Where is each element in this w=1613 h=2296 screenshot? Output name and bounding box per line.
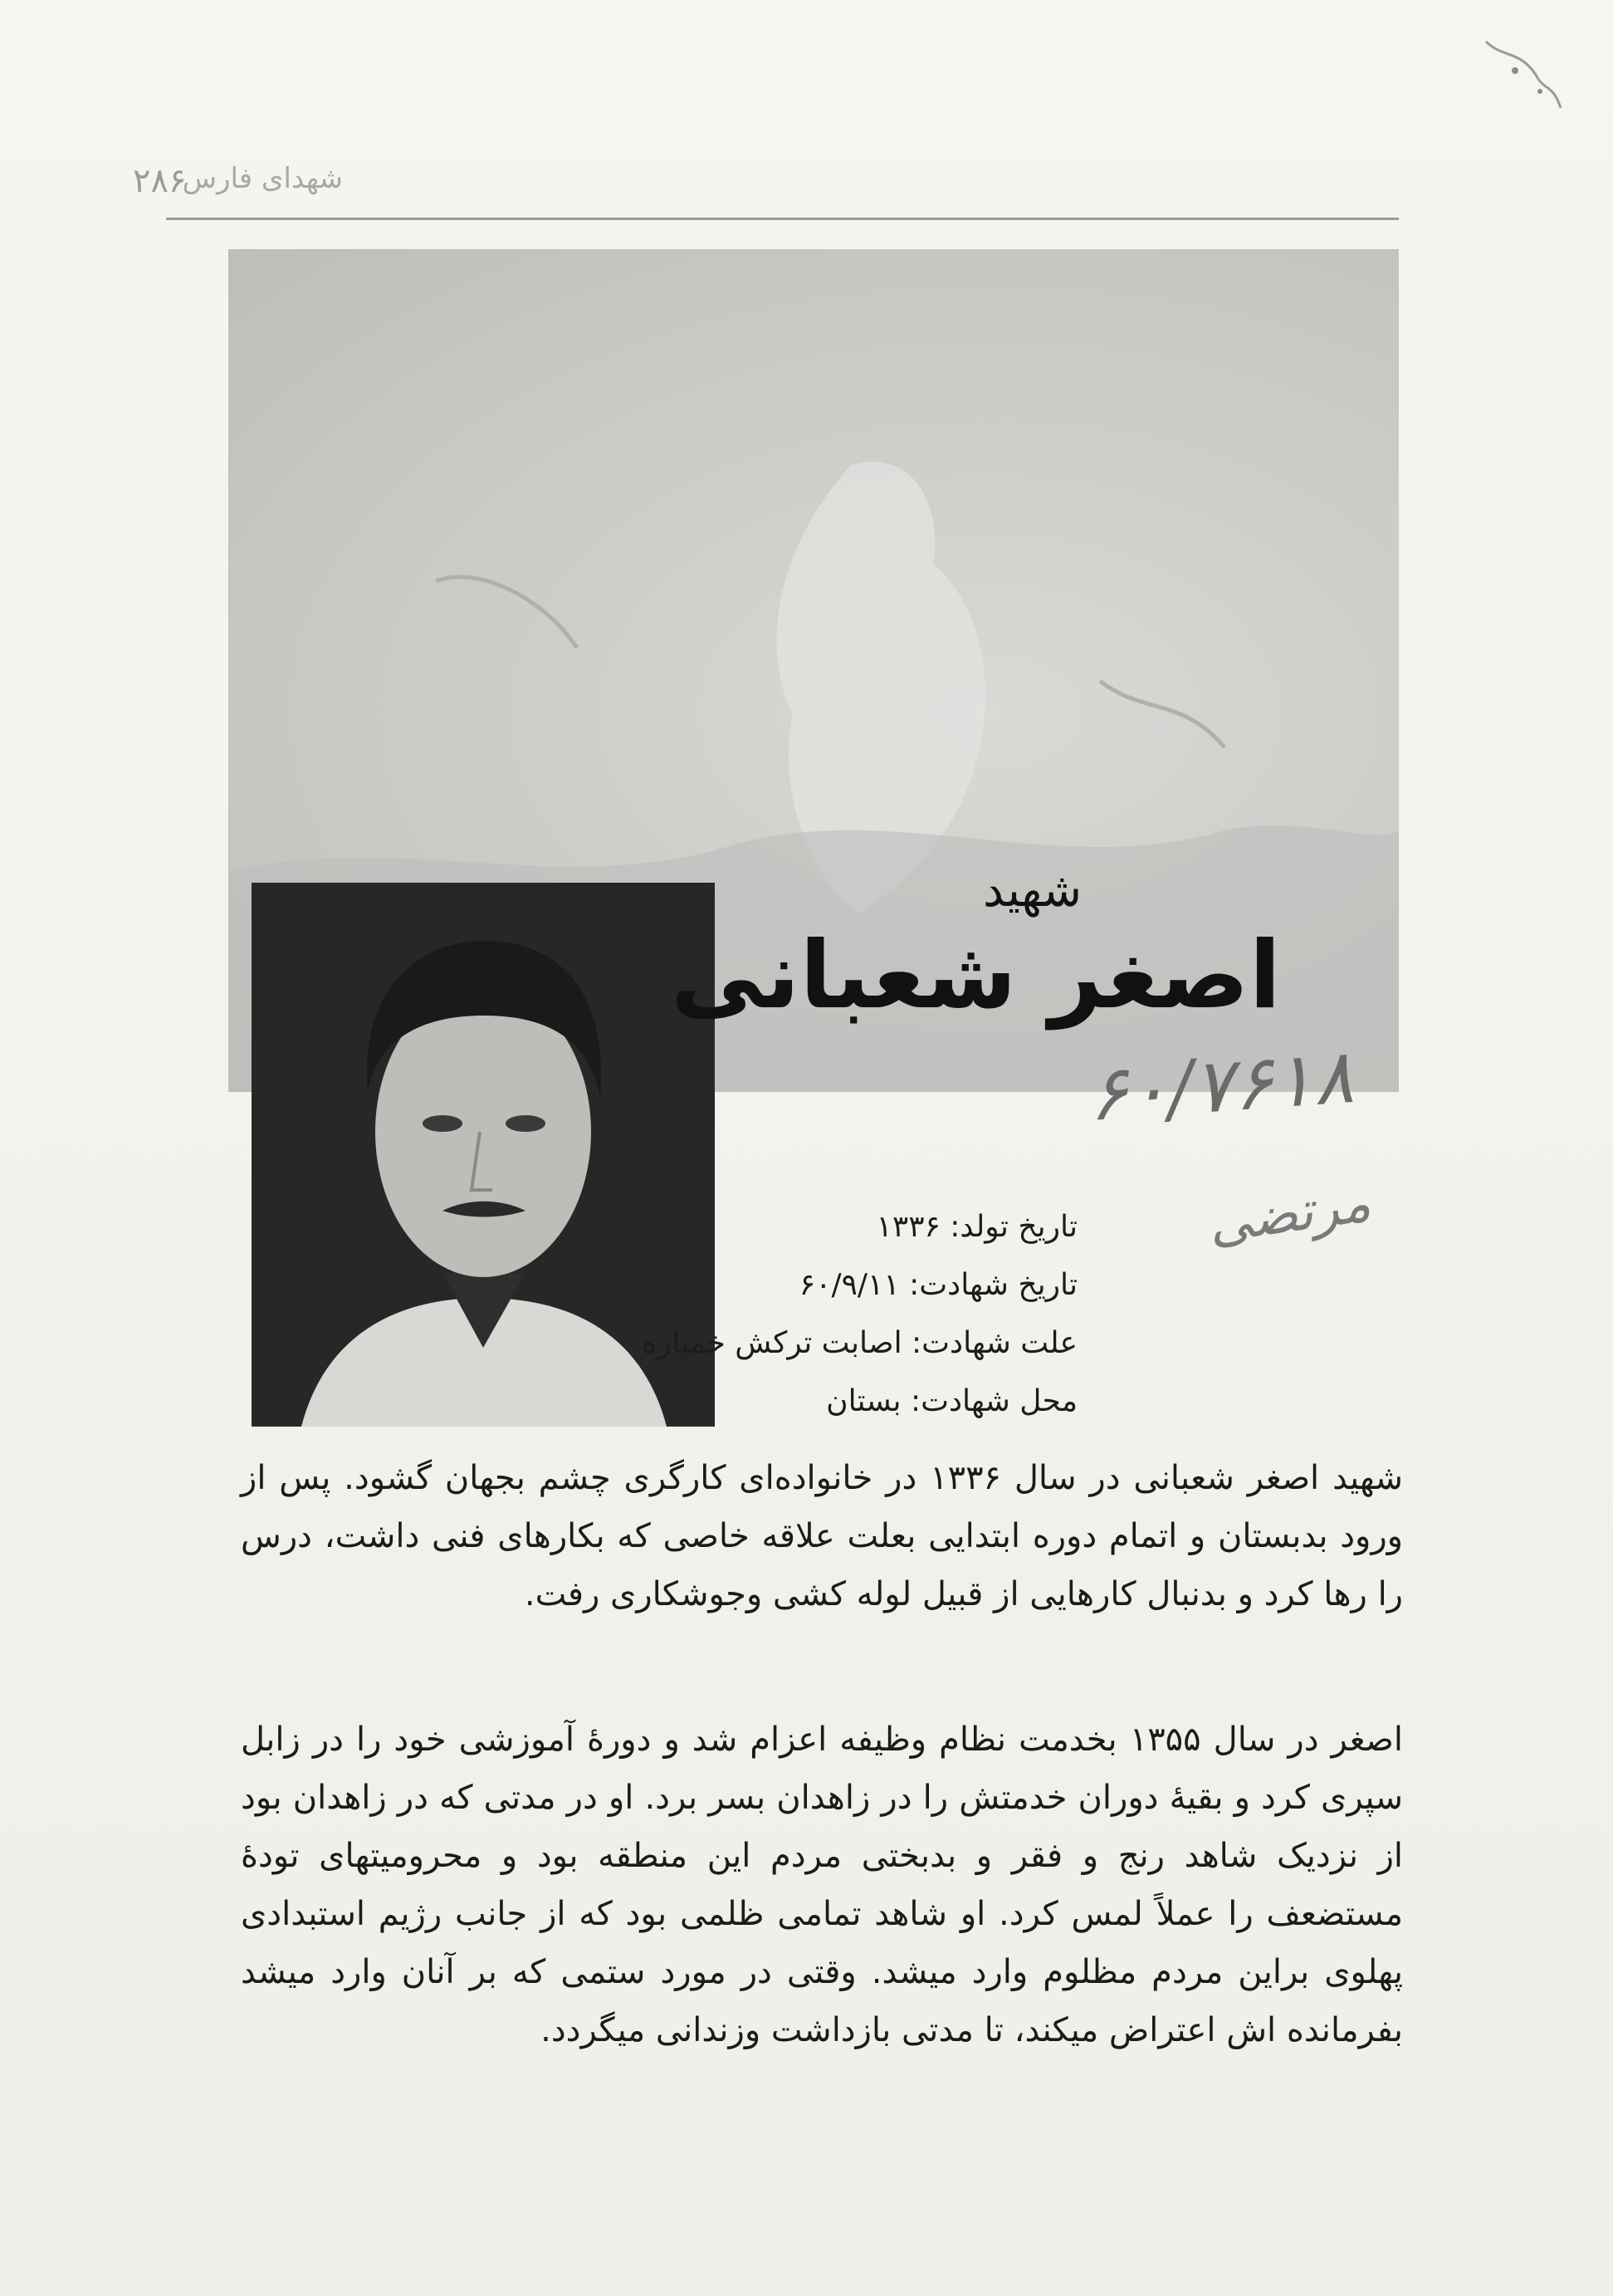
handwritten-note: مرتضی (1204, 1172, 1375, 1256)
page-number: ۲۸۶ (133, 162, 187, 200)
fact-martyrdom-place: محل شهادت: بستان (826, 1384, 1078, 1418)
header-rule (166, 218, 1399, 220)
fact-martyrdom-cause: علت شهادت: اصابت ترکش خمپاره (641, 1326, 1078, 1360)
corner-smudge (1469, 33, 1569, 133)
fact-martyrdom-date: تاریخ شهادت: ۶۰/۹/۱۱ (799, 1268, 1078, 1302)
handwritten-number: ۶۰/۷۶۱۸ (1084, 1032, 1356, 1139)
martyr-facts (641, 1198, 1078, 1431)
biography-paragraph-2: اصغر در سال ۱۳۵۵ بخدمت نظام وظیفه اعزام شد و دورهٔ آموزشی خود را در زابل سپری کرد و بقیهٔ دوران خدمتش را در زاهدان بسر برد. او در مدتی که در زاهدان بود از نزدیک شاهد رنج و فقر و بدبختی مردم این منطقه بود و محرومیتهای تودهٔ مستضعف را عملاً لمس کرد. او شاهد تمامی ظلمی بود که از جانب رژیم استبدادی پهلوی براین مردم مظلوم وارد میشد. وقتی در مورد ستمی که بر آنان وارد میشد بفرمانده اش اعتراض میکند، تا مدتی بازداشت وزندانی میگردد. (241, 1721, 1404, 2049)
title-prefix: شهید (982, 864, 1082, 918)
running-head: شهدای فارس (182, 162, 343, 195)
biography-paragraph-1: شهید اصغر شعبانی در سال ۱۳۳۶ در خانواده‌ای کارگری چشم بجهان گشود. پس از ورود بدبستان و اتمام دوره ابتدایی بعلت علاقه خاصی که بکارهای فنی داشت، درس را رها کرد و بدنبال کارهایی از قبیل لوله کشی وجوشکاری رفت. (241, 1459, 1404, 1613)
martyr-name-title: اصغر شعبانی (671, 922, 1281, 1030)
fact-birth-date: تاریخ تولد: ۱۳۳۶ (876, 1210, 1078, 1244)
